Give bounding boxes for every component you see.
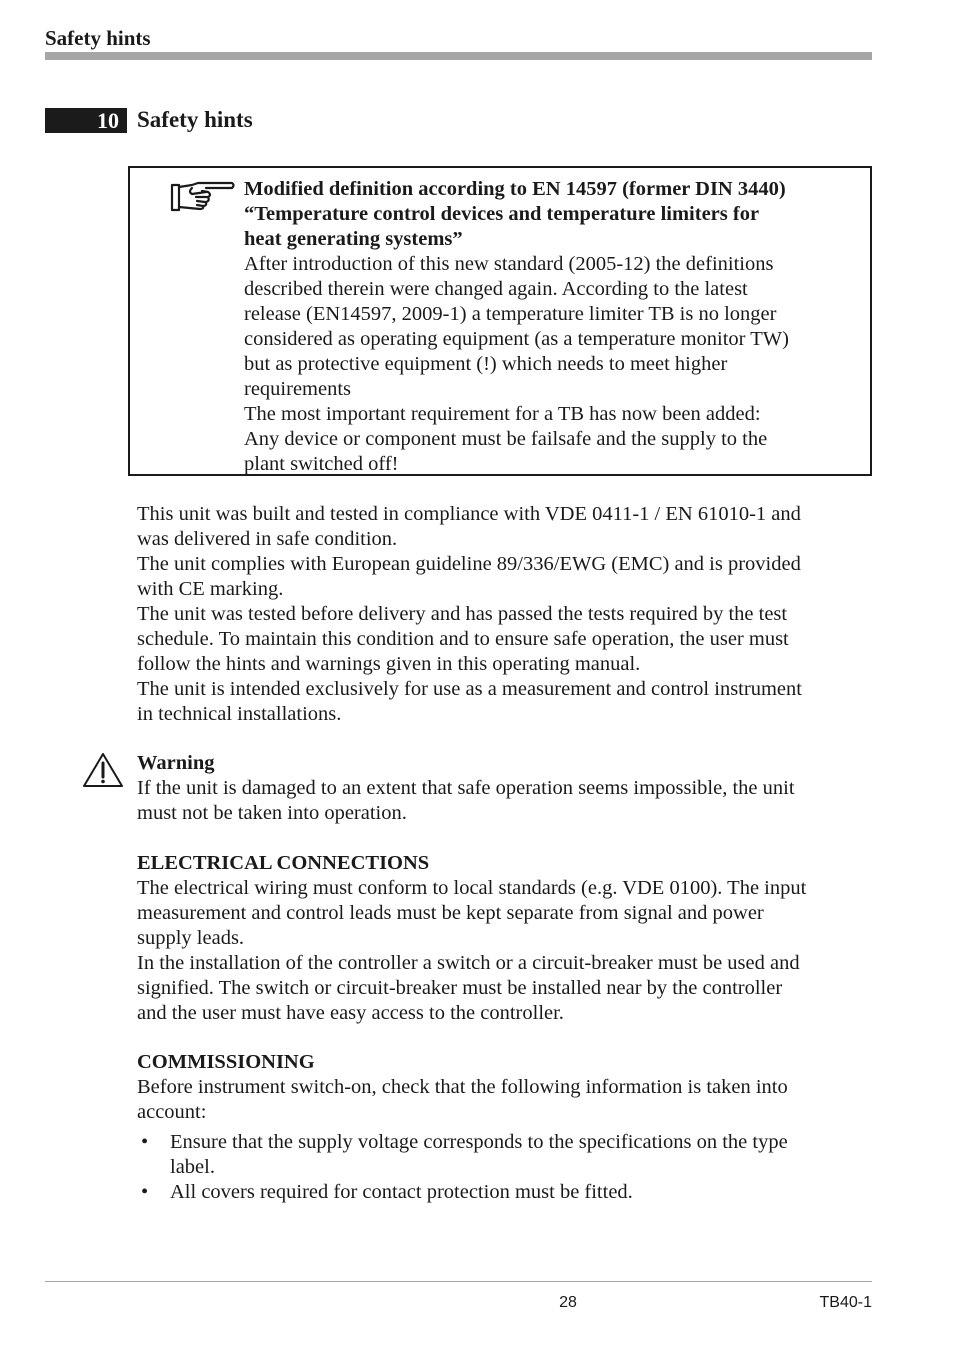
electrical-line: signified. The switch or circuit-breaker must be installed near by the controller <box>137 977 783 999</box>
intro-line: with CE marking. <box>137 578 284 600</box>
note-line: release (EN14597, 2009-1) a temperature limiter TB is no longer <box>244 303 777 325</box>
commissioning-block <box>137 1050 877 1125</box>
intro-line: The unit is intended exclusively for use as a measurement and control instrument <box>137 678 802 700</box>
intro-line: This unit was built and tested in compliance with VDE 0411-1 / EN 61010-1 and <box>137 503 801 525</box>
note-text <box>244 177 864 477</box>
running-title: Safety hints <box>45 26 151 50</box>
note-box <box>128 166 872 476</box>
note-line: The most important requirement for a TB has now been added: <box>244 403 761 425</box>
electrical-heading: ELECTRICAL CONNECTIONS <box>137 852 430 874</box>
bullet-icon: • <box>141 1181 149 1203</box>
list-item <box>137 1180 877 1205</box>
list-item-line: Ensure that the supply voltage corresponds to the specifications on the type <box>170 1131 788 1153</box>
electrical-line: supply leads. <box>137 927 245 949</box>
electrical-block <box>137 851 877 1026</box>
warning-line: must not be taken into operation. <box>137 802 407 824</box>
intro-line: The unit was tested before delivery and has passed the tests required by the test <box>137 603 788 625</box>
intro-line: in technical installations. <box>137 703 342 725</box>
section-title: Safety hints <box>137 107 253 132</box>
electrical-line: measurement and control leads must be kept separate from signal and power <box>137 902 764 924</box>
electrical-line: and the user must have easy access to the controller. <box>137 1002 564 1024</box>
list-item-line: All covers required for contact protection must be fitted. <box>170 1181 633 1203</box>
intro-paragraph <box>137 502 877 727</box>
note-line: After introduction of this new standard (2005-12) the definitions <box>244 253 774 275</box>
list-item-line: label. <box>170 1156 215 1178</box>
intro-line: The unit complies with European guideline 89/336/EWG (EMC) and is provided <box>137 553 801 575</box>
commissioning-list <box>137 1130 877 1205</box>
note-heading-line: heat generating systems” <box>244 228 463 250</box>
commissioning-heading: COMMISSIONING <box>137 1051 315 1073</box>
intro-line: schedule. To maintain this condition and to ensure safe operation, the user must <box>137 628 789 650</box>
footer-rule <box>45 1281 872 1282</box>
warning-triangle-icon <box>82 752 124 788</box>
note-line: but as protective equipment (!) which needs to meet higher <box>244 353 728 375</box>
note-heading-line: “Temperature control devices and temperature limiters for <box>244 203 760 225</box>
bullet-icon: • <box>141 1131 149 1153</box>
list-item <box>137 1130 877 1180</box>
note-line: requirements <box>244 378 352 400</box>
document-id: TB40-1 <box>819 1294 872 1311</box>
page-number: 28 <box>559 1294 577 1311</box>
section-number: 10 <box>45 108 127 133</box>
intro-line: was delivered in safe condition. <box>137 528 398 550</box>
note-line: plant switched off! <box>244 453 399 475</box>
commissioning-line: Before instrument switch-on, check that the following information is taken into <box>137 1076 788 1098</box>
note-line: Any device or component must be failsafe and the supply to the <box>244 428 768 450</box>
header-rule <box>45 52 872 60</box>
note-heading-line: Modified definition according to EN 14597 (former DIN 3440) <box>244 178 786 200</box>
electrical-line: The electrical wiring must conform to local standards (e.g. VDE 0100). The input <box>137 877 807 899</box>
electrical-line: In the installation of the controller a switch or a circuit-breaker must be used and <box>137 952 800 974</box>
note-line: described therein were changed again. According to the latest <box>244 278 748 300</box>
note-line: considered as operating equipment (as a temperature monitor TW) <box>244 328 789 350</box>
intro-line: follow the hints and warnings given in this operating manual. <box>137 653 641 675</box>
warning-block <box>137 751 877 826</box>
commissioning-line: account: <box>137 1101 207 1123</box>
warning-heading: Warning <box>137 752 215 774</box>
pointing-hand-icon <box>170 180 236 214</box>
warning-line: If the unit is damaged to an extent that safe operation seems impossible, the unit <box>137 777 795 799</box>
